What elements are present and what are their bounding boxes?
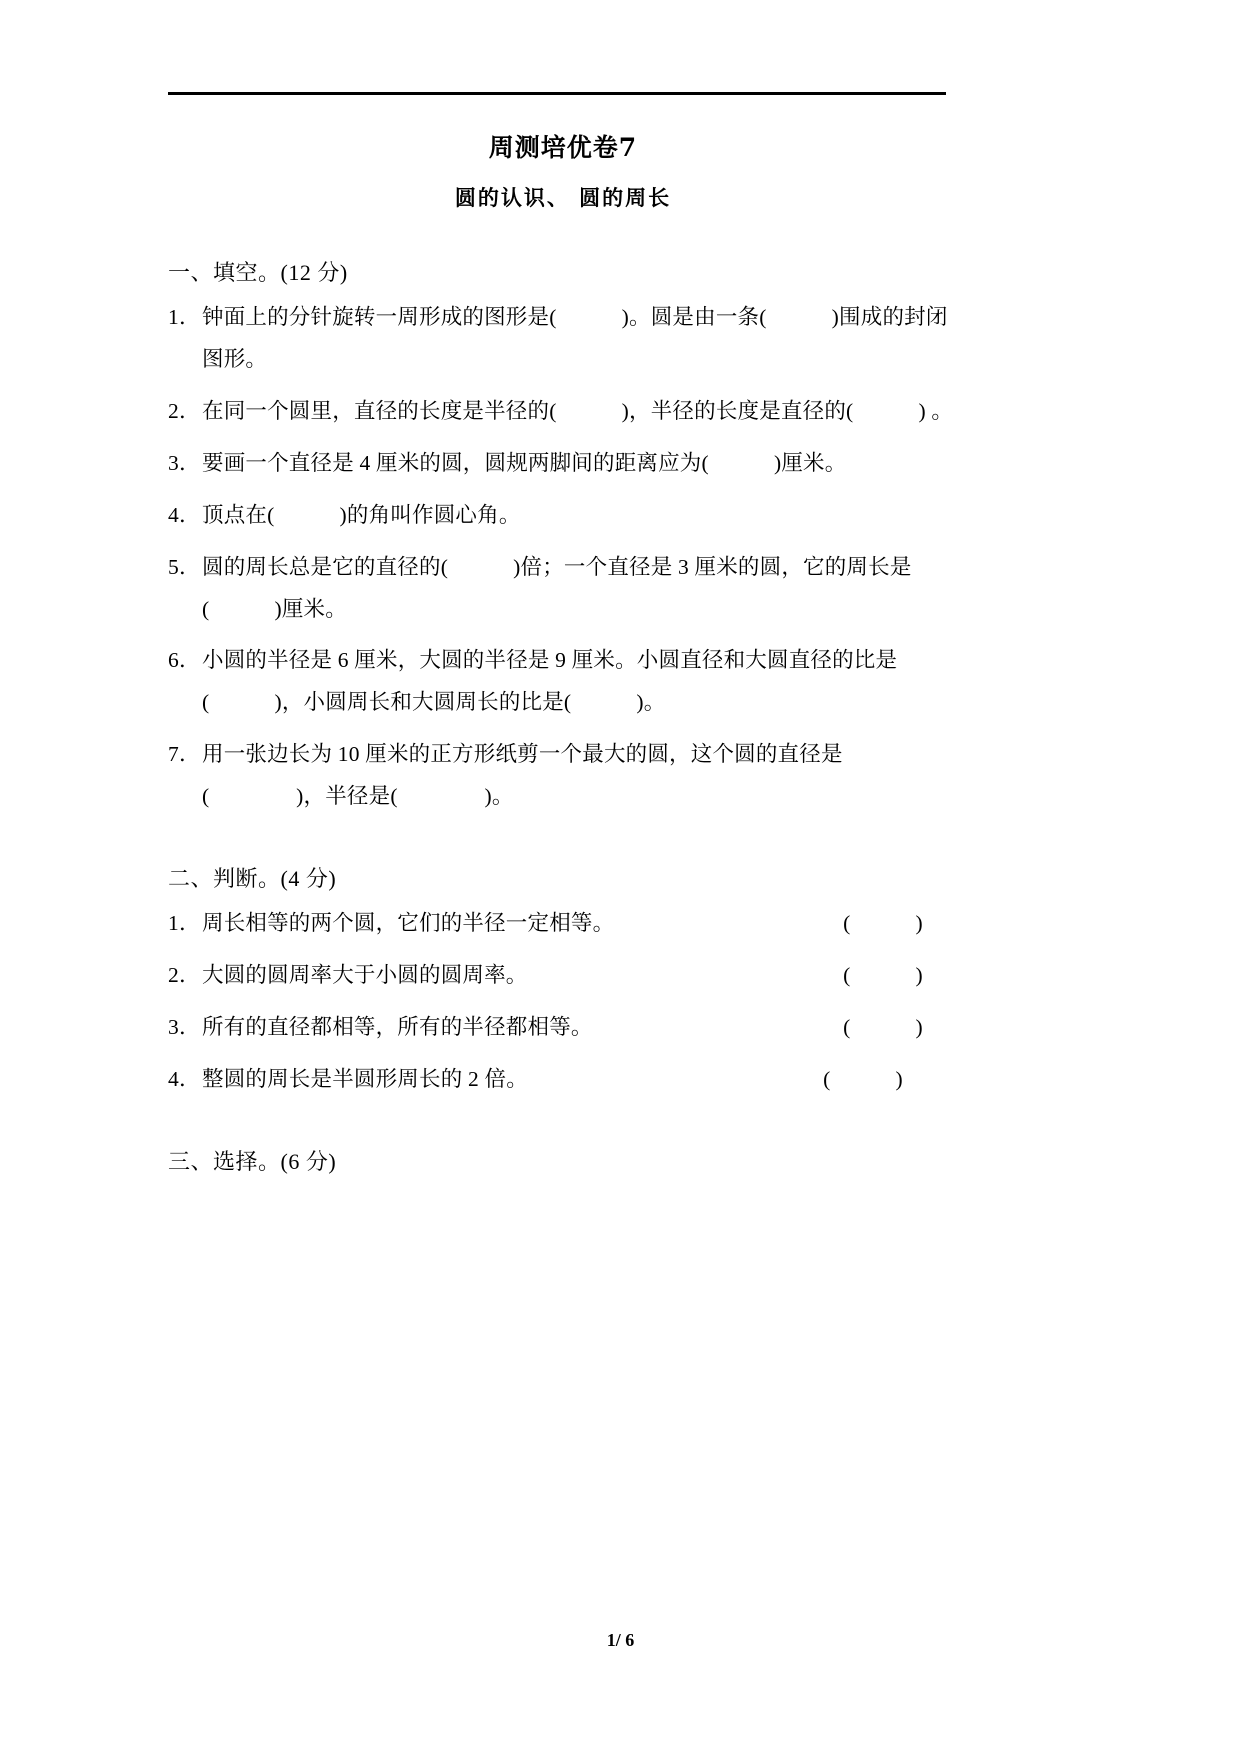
page-footer: 1/ 6 — [606, 1630, 635, 1650]
question-1-7 — [168, 734, 958, 818]
question-1-2 — [168, 391, 958, 433]
question-number: 4． — [168, 1066, 201, 1091]
question-number: 1． — [168, 305, 201, 329]
section-heading-fill-blank: 一、填空。(12 分) — [168, 260, 348, 285]
question-1-5 — [168, 547, 958, 631]
question-2-2 — [168, 955, 958, 997]
question-2-1 — [168, 903, 958, 945]
answer-parenthesis[interactable]: ( ) — [843, 1014, 923, 1039]
question-text: 用一张边长为 10 厘米的正方形纸剪一个最大的圆，这个圆的直径是( )，半径是( )。 — [202, 742, 843, 809]
question-2-3 — [168, 1007, 958, 1049]
answer-parenthesis[interactable]: ( ) — [843, 963, 923, 988]
question-number: 5． — [168, 554, 201, 579]
question-1-4 — [168, 495, 958, 537]
question-number: 3． — [168, 1014, 201, 1039]
question-number: 3． — [168, 450, 201, 475]
answer-parenthesis[interactable]: ( ) — [843, 911, 923, 936]
question-text: 大圆的圆周率大于小圆的圆周率。 — [202, 963, 528, 988]
question-text: 圆的周长总是它的直径的( )倍；一个直径是 3 厘米的圆，它的周长是( )厘米。 — [202, 554, 912, 621]
question-number: 4． — [168, 502, 201, 527]
page-content — [168, 128, 958, 1180]
question-number: 2． — [168, 963, 201, 988]
page-subtitle: 圆的认识、 圆的周长 — [454, 185, 672, 210]
question-number: 7． — [168, 742, 201, 767]
question-text: 在同一个圆里，直径的长度是半径的( )，半径的长度是直径的( ) 。 — [202, 398, 954, 423]
answer-parenthesis[interactable]: ( ) — [823, 1066, 903, 1091]
question-number: 6． — [168, 648, 201, 673]
question-1-3 — [168, 443, 958, 485]
section-heading-choice: 三、选择。(6 分) — [168, 1148, 337, 1174]
question-text: 所有的直径都相等，所有的半径都相等。 — [202, 1014, 593, 1039]
question-number: 2． — [168, 398, 201, 423]
section-heading-true-false: 二、判断。(4 分) — [168, 866, 337, 892]
question-text: 顶点在( )的角叫作圆心角。 — [202, 502, 521, 527]
header-rule — [168, 92, 946, 95]
question-number: 1． — [168, 911, 201, 936]
question-1-1 — [168, 297, 958, 381]
page-title: 周测培优卷7 — [488, 133, 638, 162]
question-text: 整圆的周长是半圆形周长的 2 倍。 — [202, 1066, 528, 1091]
question-text: 要画一个直径是 4 厘米的圆，圆规两脚间的距离应为( )厘米。 — [202, 450, 847, 475]
question-1-6 — [168, 640, 958, 724]
question-2-4 — [168, 1059, 958, 1101]
question-text: 周长相等的两个圆，它们的半径一定相等。 — [202, 911, 615, 936]
question-text: 钟面上的分针旋转一周形成的图形是( )。圆是由一条( )围成的封闭图形。 — [202, 305, 948, 371]
question-text: 小圆的半径是 6 厘米，大圆的半径是 9 厘米。小圆直径和大圆直径的比是( )，小圆周长和大圆周长的比是( )。 — [202, 648, 898, 715]
